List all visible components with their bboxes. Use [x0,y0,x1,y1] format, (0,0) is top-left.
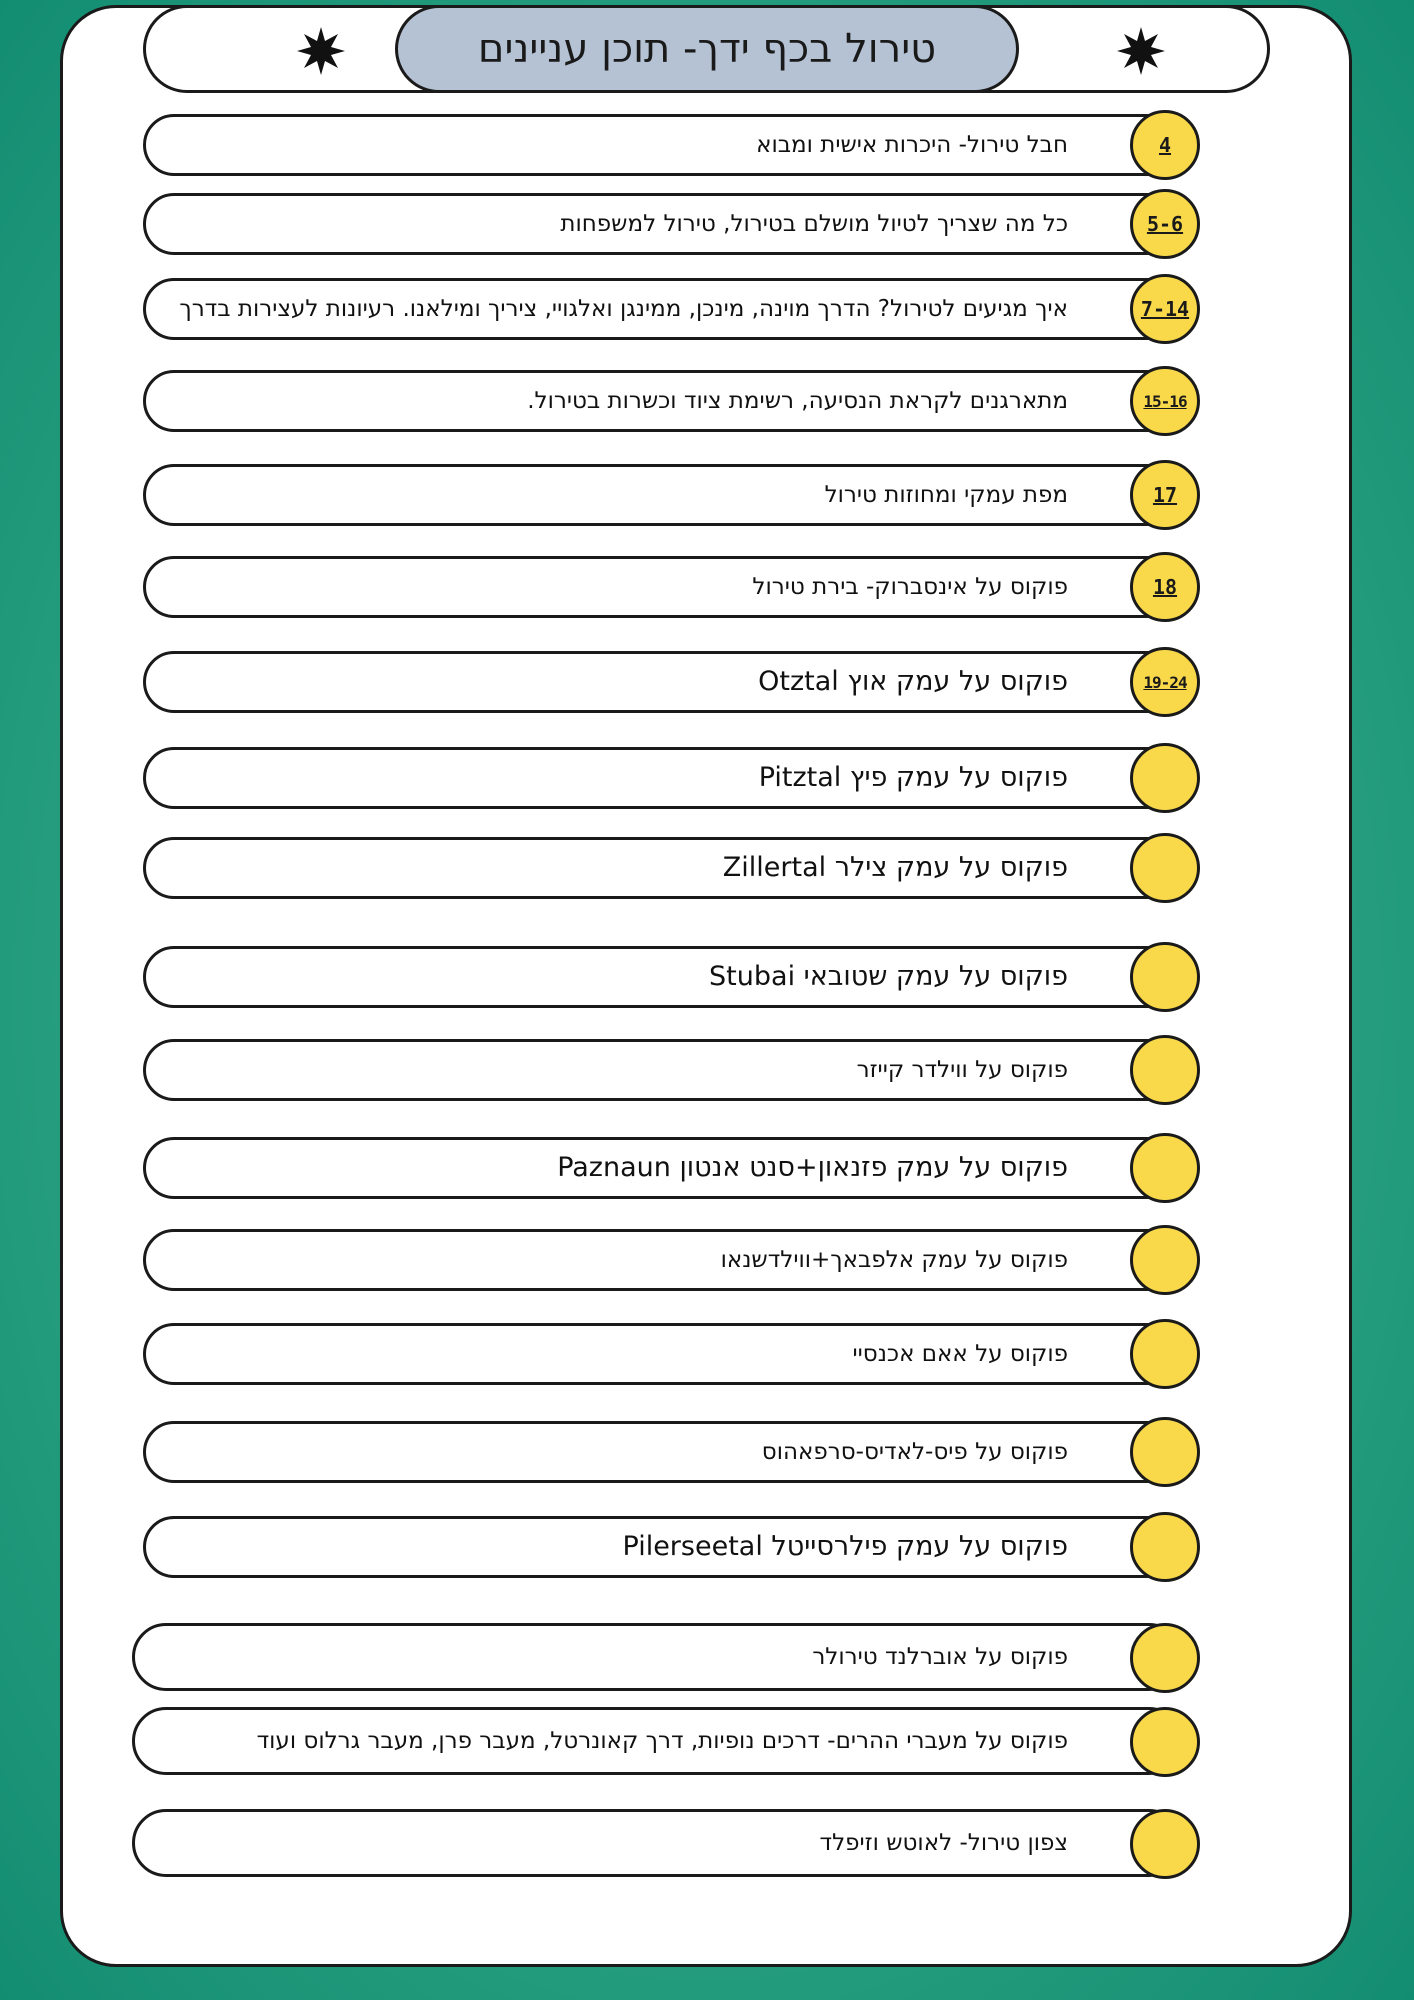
page-number-badge [1130,1512,1200,1582]
toc-item-text: פוקוס על עמק פילרסייטל Pilerseetal [622,1531,1068,1562]
toc-item[interactable] [0,837,1414,899]
toc-item-text: פוקוס על ווילדר קייזר [856,1057,1068,1083]
toc-item-text: פוקוס על פיס-לאדיס-סרפאהוס [761,1439,1068,1465]
toc-item[interactable] [0,1137,1414,1199]
page-number-badge: 18 [1130,552,1200,622]
page-number-badge: 7-14 [1130,274,1200,344]
toc-item[interactable] [0,370,1414,432]
toc-item-text: פוקוס על אוברלנד טירולר [812,1644,1068,1670]
toc-item[interactable] [0,464,1414,526]
toc-item-text: איך מגיעים לטירול? הדרך מוינה, מינכן, ממינגן ואלגויי, ציריך ומילאנו. רעיונות לעצירות בדרך [179,296,1068,322]
page-number-badge [1130,1417,1200,1487]
toc-item-text: צפון טירול- לאוטש וזיפלד [819,1830,1068,1856]
page-number-badge [1130,833,1200,903]
toc-item[interactable] [0,1516,1414,1578]
page-number-badge: 15-16 [1130,366,1200,436]
star-icon [1117,27,1165,75]
toc-item[interactable] [0,114,1414,176]
toc-item[interactable] [0,946,1414,1008]
page-number-badge [1130,1623,1200,1693]
toc-item-text: פוקוס על עמק פזנאון+סנט אנטון Paznaun [557,1152,1068,1183]
toc-item-text: פוקוס על עמק צילר Zillertal [722,852,1068,883]
toc-item-text: פוקוס על עמק שטובאי Stubai [709,961,1068,992]
toc-item-text: מפת עמקי ומחוזות טירול [824,482,1068,508]
page-number-badge [1130,1809,1200,1879]
toc-item[interactable] [0,556,1414,618]
toc-item-text: פוקוס על מעברי ההרים- דרכים נופיות, דרך קאונרטל, מעבר פרן, מעבר גרלוס ועוד [256,1728,1068,1754]
toc-item[interactable] [0,1623,1414,1685]
page-number-badge: 4 [1130,110,1200,180]
page-number-badge [1130,1319,1200,1389]
toc-item[interactable] [0,1421,1414,1483]
page-number-badge: 17 [1130,460,1200,530]
page-number-badge [1130,1707,1200,1777]
toc-item[interactable] [0,747,1414,809]
page-number-badge [1130,1133,1200,1203]
toc-item[interactable] [0,1323,1414,1385]
toc-item-text: פוקוס על עמק אלפבאך+ווילדשנאו [720,1247,1068,1273]
toc-item[interactable] [0,1229,1414,1291]
toc-item-text: פוקוס על עמק אוץ Otztal [758,666,1068,697]
toc-item-text: חבל טירול- היכרות אישית ומבוא [756,132,1068,158]
toc-item-text: מתארגנים לקראת הנסיעה, רשימת ציוד וכשרות בטירול. [527,388,1068,414]
toc-item-text: פוקוס על עמק פיץ Pitztal [758,762,1068,793]
toc-item-text: פוקוס על אינסברוק- בירת טירול [752,574,1068,600]
page-number-badge [1130,1225,1200,1295]
toc-item[interactable] [0,1707,1414,1769]
page-number-badge [1130,1035,1200,1105]
toc-item[interactable] [0,278,1414,340]
toc-item-text: פוקוס על אאם אכנסיי [852,1341,1068,1367]
page-number-badge [1130,743,1200,813]
toc-item[interactable] [0,1809,1414,1871]
star-icon [297,27,345,75]
page-number-badge: 5-6 [1130,189,1200,259]
toc-item[interactable] [0,651,1414,713]
page-title: טירול בכף ידך- תוכן עניינים [395,5,1019,93]
toc-item[interactable] [0,1039,1414,1101]
page-number-badge: 19-24 [1130,647,1200,717]
toc-item-text: כל מה שצריך לטיול מושלם בטירול, טירול למשפחות [560,211,1068,237]
page-number-badge [1130,942,1200,1012]
toc-item[interactable] [0,193,1414,255]
